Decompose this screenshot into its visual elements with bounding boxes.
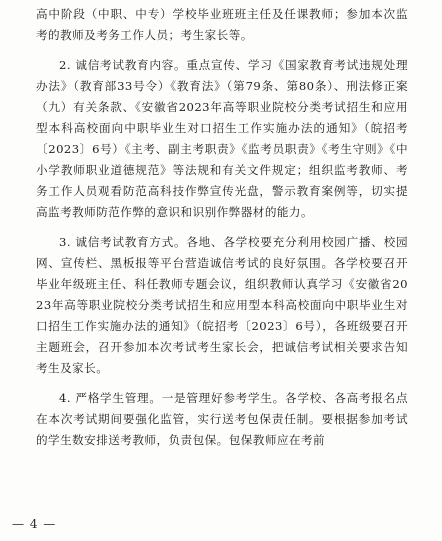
page-number: — 4 — (12, 517, 57, 531)
paragraph-4: 4. 严格学生管理。一是管理好参考学生。各学校、各高考报名点在本次考试期间要强化监管，实行送考包保责任制。要根据参加考试的学生数安排送考教师，负责包保。包保教师应在考前 (36, 391, 408, 447)
paragraph-1: 高中阶段（中职、中专）学校毕业班班主任及任课教师；参加本次监考的教师及考务工作人员；考生家长等。 (36, 7, 408, 42)
paragraph-3: 3. 诚信考试教育方式。各地、各学校要充分利用校园广播、校园网、宣传栏、黑板报等平台营造诚信考试的良好氛围。各学校要召开毕业年级班主任、科任教师专题会议，组织教师认真学习《安徽省2023年高等职业院校分类考试招生和应用型本科高校面向中职毕业生对口招生工作实施办法的通知》（皖招考〔2023〕6号），各班级要召开主题班会，召开参加本次考试考生家长会，把诚信考试相关要求告知考生及家长。 (36, 235, 408, 375)
document-body (36, 4, 408, 460)
paragraph-2: 2. 诚信考试教育内容。重点宣传、学习《国家教育考试违规处理办法》（教育部33号令）《教育法》（第79条、第80条）、刑法修正案（九）有关条款、《安徽省2023年高等职业院校分类考试招生和应用型本科高校面向中职毕业生对口招生工作实施办法的通知》（皖招考〔2023〕6号）《主考、副主考职责》《监考员职责》《考生守则》《中小学教师职业道德规范》等法规和有关文件规定；组织监考教师、考务工作人员观看防范高科技作弊宣传光盘，警示教育案例等，切实提高监考教师防范作弊的意识和识别作弊器材的能力。 (36, 58, 408, 219)
